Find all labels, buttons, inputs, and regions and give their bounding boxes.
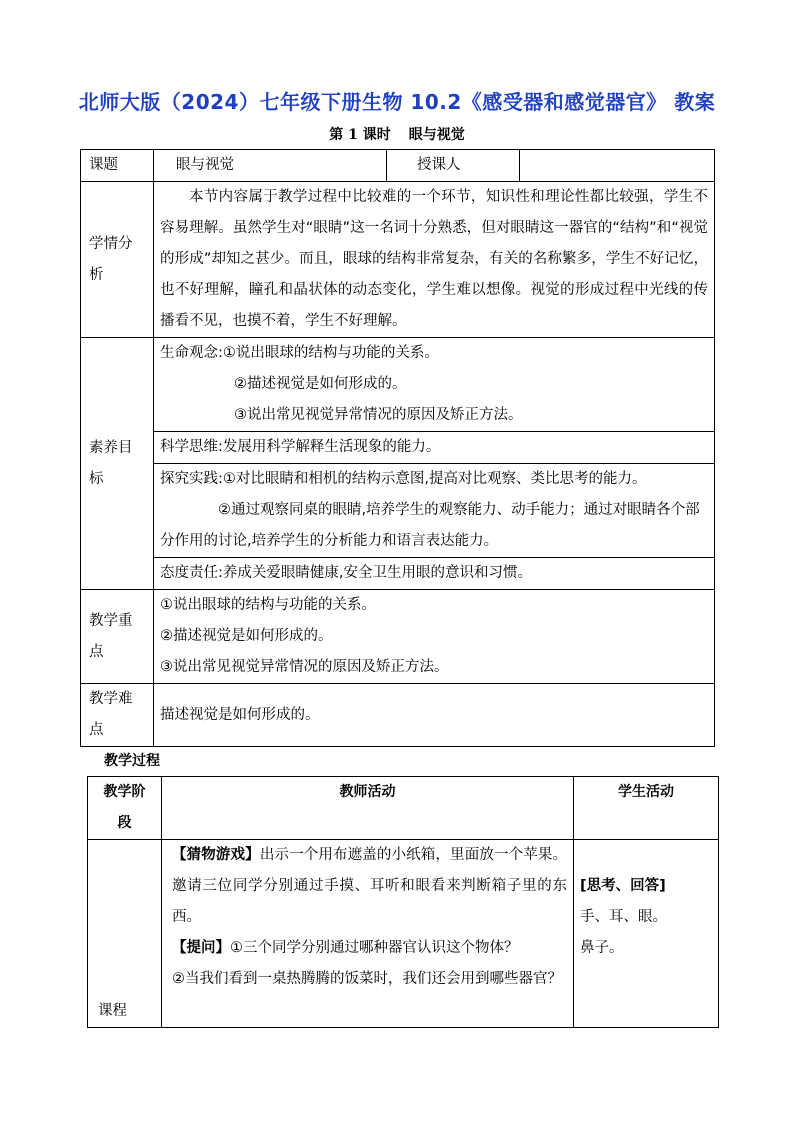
- teacher-activity-cell: [162, 840, 574, 1028]
- key-points-label: 教学重 点: [81, 590, 154, 684]
- goal-attitude: 态度责任:养成关爱眼睛健康,安全卫生用眼的意识和习惯。: [154, 558, 715, 590]
- analysis-text: 本节内容属于教学过程中比较难的一个环节，知识性和理论性都比较强，学生不容易理解。虽然学生对“眼睛”这一名词十分熟悉，但对眼睛这一器官的“结构”和“视觉的形成”却知之甚少。而且，眼球的结构非常复杂，有关的名称繁多，学生不好记忆，也不好理解，瞳孔和晶状体的动态变化，学生难以想像。视觉的形成过程中光线的传播看不见，也摸不着，学生不好理解。: [154, 182, 715, 338]
- topic-row: [81, 150, 715, 182]
- question-paragraph: [172, 933, 567, 964]
- analysis-row: [81, 182, 715, 338]
- question-1: ①三个同学分别通过哪种器官认识这个物体？: [230, 940, 519, 956]
- document-title: 北师大版（2024）七年级下册生物 10.2《感受器和感觉器官》 教案: [78, 90, 716, 114]
- student-activity-cell: [574, 840, 719, 1028]
- key-point: ①说出眼球的结构与功能的关系。: [160, 597, 376, 613]
- difficulty-label: 教学难 点: [81, 684, 154, 747]
- game-tag: 【猜物游戏】: [172, 847, 260, 863]
- question-tag: 【提问】: [172, 940, 230, 956]
- goal-life-concept: 生命观念:①说出眼球的结构与功能的关系。 ②描述视觉是如何形成的。 ③说出常见视觉异常情况的原因及矫正方法。: [154, 338, 715, 432]
- goal-attitude-row: [81, 558, 715, 590]
- goals-label: 素养目 标: [81, 338, 154, 590]
- student-answer: 鼻子。: [580, 940, 624, 956]
- student-activity-header: 学生活动: [574, 777, 719, 840]
- game-paragraph: [172, 840, 567, 933]
- difficulty-row: [81, 684, 715, 747]
- game-text: 出示一个用布遮盖的小纸箱，里面放一个苹果。邀请三位同学分别通过手摸、耳听和眼看来判断箱子里的东西。: [172, 847, 568, 925]
- goal-inquiry-row: [81, 464, 715, 558]
- analysis-label: 学情分 析: [81, 182, 154, 338]
- student-tag: [思考、回答]: [580, 878, 666, 894]
- goal-inquiry-practice: 探究实践:①对比眼睛和相机的结构示意图,提高对比观察、类比思考的能力。 ②通过观察同桌的眼睛,培养学生的观察能力、动手能力；通过对眼睛各个部分作用的讨论,培养学生的分析能力和语言表达能力。: [154, 464, 715, 558]
- goal-science-thinking: 科学思维:发展用科学解释生活现象的能力。: [154, 432, 715, 464]
- process-row: [88, 840, 719, 1028]
- teacher-activity-header: 教师活动: [162, 777, 574, 840]
- key-point: ②描述视觉是如何形成的。: [160, 628, 333, 644]
- topic-value: 眼与视觉: [154, 150, 387, 182]
- lesson-subtitle: [0, 124, 794, 144]
- stage-header: 教学阶 段: [88, 777, 162, 840]
- lesson-info-table: [80, 149, 715, 747]
- goal-life-row: [81, 338, 715, 432]
- process-header-row: [88, 777, 719, 840]
- teacher-label: 授课人: [387, 150, 520, 182]
- teaching-process-table: [87, 776, 719, 1028]
- process-heading: 教学过程: [104, 753, 160, 769]
- key-point: ③说出常见视觉异常情况的原因及矫正方法。: [160, 659, 449, 675]
- topic-label: 课题: [81, 150, 154, 182]
- key-points-row: [81, 590, 715, 684]
- lesson-topic: 眼与视觉: [408, 127, 465, 143]
- stage-cell: 课程: [88, 840, 162, 1028]
- goal-science-row: [81, 432, 715, 464]
- teacher-value: [520, 150, 715, 182]
- difficulty-text: 描述视觉是如何形成的。: [154, 684, 715, 747]
- key-points-list: [154, 590, 715, 684]
- student-answer: 手、耳、眼。: [580, 909, 667, 925]
- lesson-number: 第 1 课时: [329, 127, 391, 143]
- question-2: ②当我们看到一桌热腾腾的饭菜时，我们还会用到哪些器官？: [172, 971, 562, 987]
